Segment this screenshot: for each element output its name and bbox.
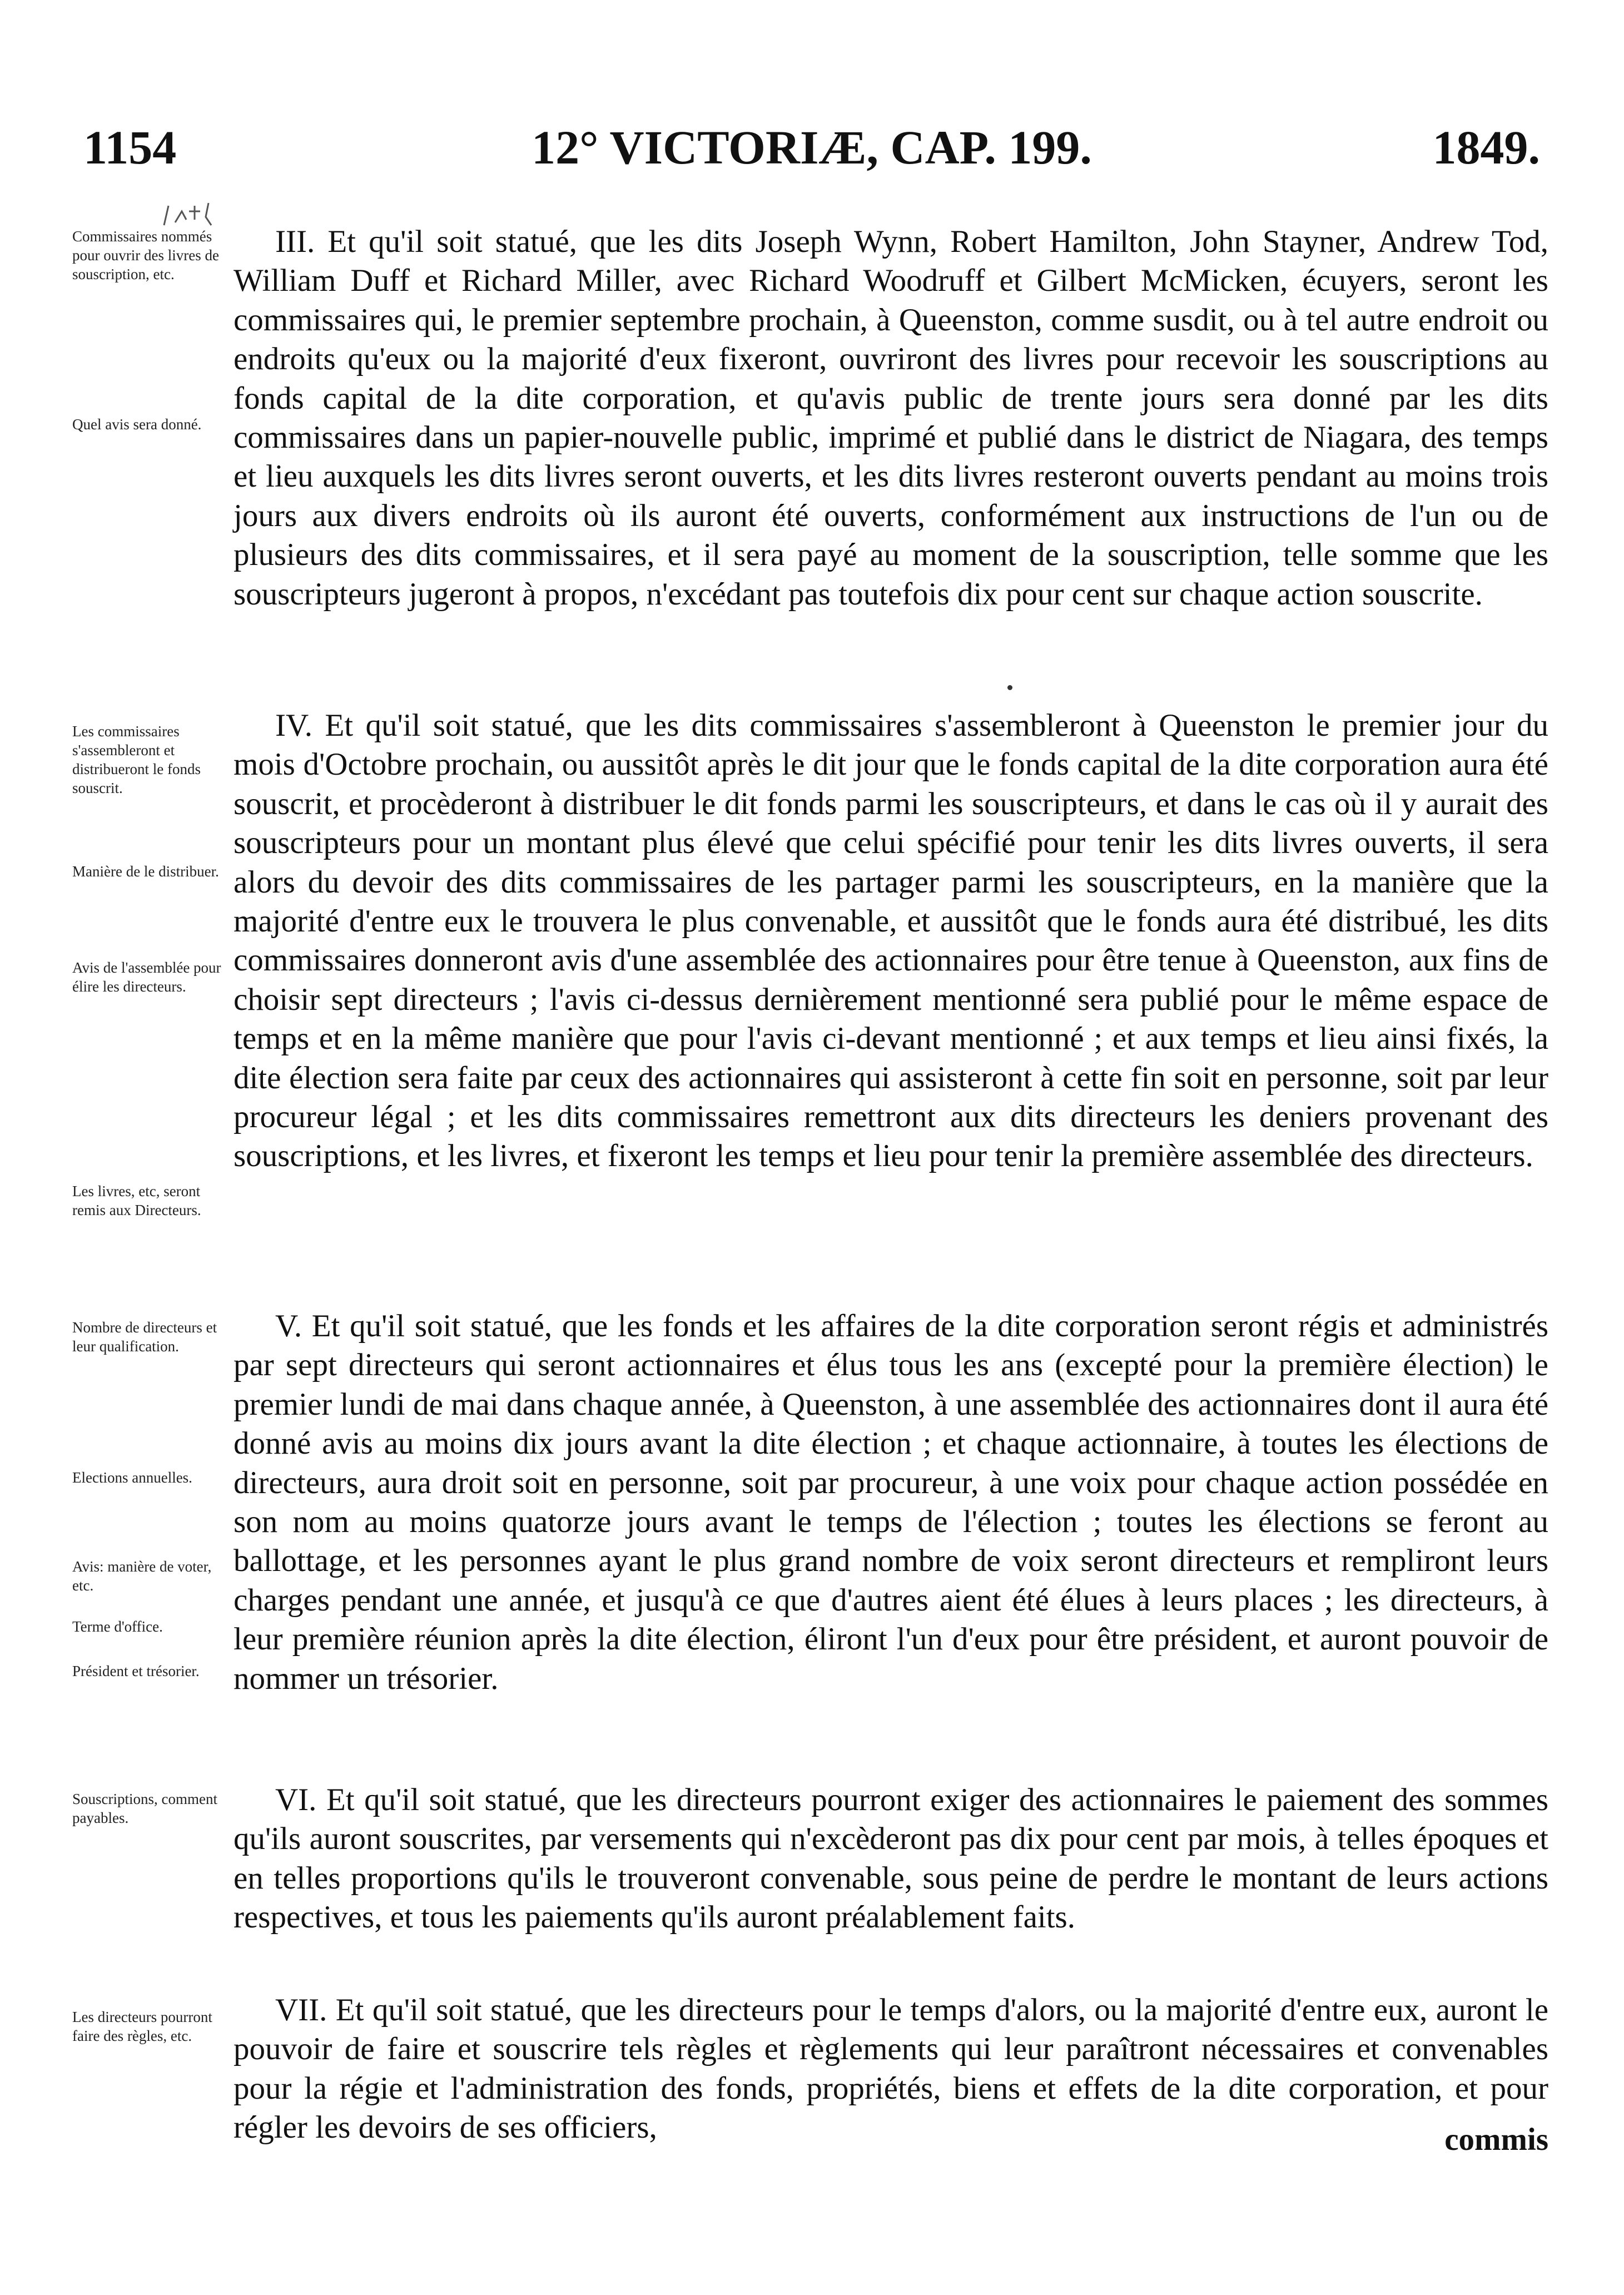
- header-year: 1849.: [1432, 121, 1540, 174]
- section-iv: [234, 706, 1548, 1176]
- margin-note: Avis: manière de voter, etc.: [72, 1558, 212, 1594]
- section-text: V. Et qu'il soit statué, que les fonds et les affaires de la dite corporation seront régis et administrés par sept directeurs qui seront actionnaires et élus tous les ans (excepté pour la première élection) le premier lundi de mai dans chaque année, à Queenston, à une assemblée des actionnaires dont il aura été donné avis au moins dix jours avant la dite élection ; et chaque actionnaire, à toutes les élections de directeurs, aura droit soit en personne, soit par procureur, à une voix pour chaque action possédée en son nom au moins quatorze jours avant le temps de l'élection ; toutes les élections se feront au ballottage, et les personnes ayant le plus grand nombre de voix seront directeurs et rempliront leurs charges pendant une année, et jusqu'à ce que d'autres aient été élues à leurs places ; les directeurs, à leur première réunion après la dite élection, éliront l'un d'eux pour être président, et auront pouvoir de nommer un trésorier.: [234, 1308, 1548, 1696]
- catchword: commis: [1444, 2122, 1548, 2157]
- margin-note: Commissaires nommés pour ouvrir des livres de souscription, etc.: [72, 228, 219, 282]
- page-number: 1154: [83, 121, 177, 174]
- running-title: 12° VICTORIÆ, CAP. 199.: [532, 121, 1092, 174]
- section-text: IV. Et qu'il soit statué, que les dits commissaires s'assembleront à Queenston le premier jour du mois d'Octobre prochain, ou aussitôt après le dit jour que le fonds capital de la dite corporation aura été souscrit, et procèderont à distribuer le dit fonds parmi les souscripteurs, et dans le cas où il y aurait des souscripteurs pour un montant plus élevé que celui spécifié pour tenir les dits livres ouverts, il sera alors du devoir des dits commissaires de les partager parmi les souscripteurs, en la manière que la majorité d'entre eux le trouvera le plus convenable, et aussitôt que le fonds aura été distribué, les dits commissaires donneront avis d'une assemblée des actionnaires pour être tenue à Queenston, aux fins de choisir sept directeurs ; l'avis ci-dessus dernièrement mentionné sera publié pour le même espace de temps et en la même manière que pour l'avis ci-devant mentionné ; et aux temps et lieu ainsi fixés, la dite élection sera faite par ceux des actionnaires qui assisteront à cette fin soit en personne, soit par leur procureur légal ; et les dits commissaires remettront aux dits directeurs les deniers provenant des souscriptions, et les livres, et fixeront les temps et lieu pour tenir la première assemblée des directeurs.: [234, 708, 1548, 1174]
- margin-note: Président et trésorier.: [72, 1663, 200, 1679]
- page-header: [83, 120, 1540, 181]
- section-text: VI. Et qu'il soit statué, que les directeurs pourront exiger des actionnaires le paiement des sommes qu'ils auront souscrites, par versements qui n'excèderont pas dix pour cent par mois, à telles époques et en telles proportions qu'ils le trouveront convenable, sous peine de perdre le montant de leurs actions respectives, et tous les paiements qu'ils auront préalablement faits.: [234, 1782, 1548, 1935]
- margin-note: Avis de l'assemblée pour élire les directeurs.: [72, 959, 221, 995]
- section-text: VII. Et qu'il soit statué, que les directeurs pour le temps d'alors, ou la majorité d'entre eux, auront le pouvoir de faire et souscrire tels règles et règlements qui leur paraîtront nécessaires et convenables pour la régie et l'administration des fonds, propriétés, biens et effets de la dite corporation, et pour régler les devoirs de ses officiers,: [234, 1992, 1548, 2145]
- margin-note: Manière de le distribuer.: [72, 863, 219, 880]
- section-v: [234, 1307, 1548, 1698]
- margin-note: Nombre de directeurs et leur qualification.: [72, 1319, 217, 1355]
- section-vii: [234, 1991, 1548, 2148]
- margin-note: Les commissaires s'assembleront et distribueront le fonds souscrit.: [72, 723, 201, 796]
- section-iii: [234, 222, 1548, 614]
- margin-note: Les livres, etc, seront remis aux Directeurs.: [72, 1183, 201, 1218]
- ink-speck: [1007, 685, 1012, 690]
- margin-note: Quel avis sera donné.: [72, 416, 202, 433]
- margin-note: Terme d'office.: [72, 1618, 163, 1635]
- margin-note: Les directeurs pourront faire des règles, etc.: [72, 2009, 212, 2044]
- section-vi: [234, 1781, 1548, 1937]
- margin-note: Souscriptions, comment payables.: [72, 1791, 217, 1826]
- margin-note: Elections annuelles.: [72, 1469, 192, 1486]
- section-text: III. Et qu'il soit statué, que les dits Joseph Wynn, Robert Hamilton, John Stayner, Andrew Tod, William Duff et Richard Miller, avec Richard Woodruff et Gilbert McMicken, écuyers, seront les commissaires qui, le premier septembre prochain, à Queenston, comme susdit, ou à tel autre endroit ou endroits qu'eux ou la majorité d'eux fixeront, ouvriront des livres pour recevoir les souscriptions au fonds capital de la dite corporation, et qu'avis public de trente jours sera donné par les dits commissaires dans un papier-nouvelle public, imprimé et publié dans le district de Niagara, des temps et lieu auxquels les dits livres seront ouverts, et les dits livres resteront ouverts pendant au moins trois jours aux divers endroits où ils auront été ouverts, conformément aux instructions de l'un ou de plusieurs des dits commissaires, et il sera payé au moment de la souscription, telle somme que les souscripteurs jugeront à propos, n'excédant pas toutefois dix pour cent sur chaque action souscrite.: [234, 224, 1548, 612]
